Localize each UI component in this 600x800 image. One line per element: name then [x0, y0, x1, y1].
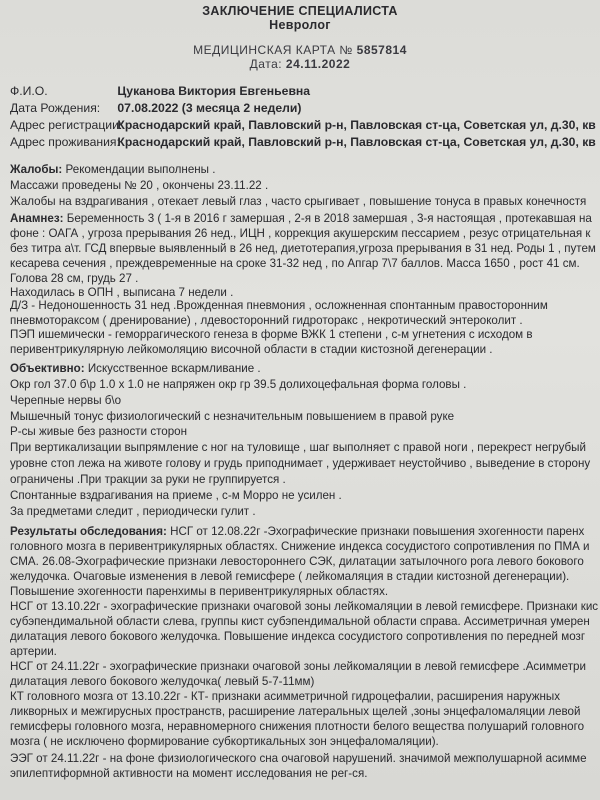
results-line-14: гемисферы головного мозга, неравномерного снижения плотности белого вещества полушарий головного — [10, 720, 585, 733]
results-line-8: дилатация левого бокового желудочка. Повышение индекса сосудистого сопротивления по передней мозг — [10, 630, 586, 643]
results-line-3: СМА. 26.08-Эхографические признаки левостороннего СЭК, дилатации затылочного рога левого бокового — [10, 555, 584, 568]
anamnesis-line-7: Д/З - Недоношенность 31 нед .Врожденная пневмония , осложненная спонтанным правосторонним — [10, 299, 548, 312]
results-line-6: НСГ от 13.10.22г - эхографические признаки очаговой зоны лейкомаляции в левой гемисфере. Признаки кис — [10, 600, 599, 613]
dob-label: Дата Рождения: — [10, 101, 101, 115]
objective-line-5: Р-сы живые без разности сторон — [10, 425, 188, 438]
complaints-line-2: Массажи проведены № 20 , окончены 23.11.22 . — [10, 179, 269, 192]
objective-line-1 — [10, 362, 261, 376]
anamnesis-line-5: Голова 28 см, грудь 27 . — [10, 272, 139, 285]
objective-line-3: Черепные нервы б\о — [10, 394, 122, 407]
anamnesis-label: Анамнез: — [10, 212, 64, 225]
results-line-2: головного мозга в перивентрикулярных областях. Снижение индекса сосудистого сопротивления по ПМА и — [10, 540, 590, 553]
results-line-17: эпилептиформной активности на момент исследования не рег-ся. — [10, 767, 368, 780]
medical-card-line — [0, 43, 600, 57]
date-label: Дата: — [249, 57, 283, 71]
results-line-7: субэпендимальной области слева, группы кист субэпендимальной области справа. Ассиметричная умерен — [10, 615, 590, 628]
results-line-11: дилатация левого бокового желудочка( левый 5-7-11мм) — [10, 675, 315, 688]
residence-label: Адрес проживания: — [10, 135, 120, 149]
date-line — [0, 57, 600, 71]
results-line-12: КТ головного мозга от 13.10.22г - КТ- признаки асимметричной гидроцефалии, расширения наружных — [10, 690, 561, 703]
fio-value: Цуканова Виктория Евгеньевна — [117, 84, 311, 98]
objective-line-10: За предметами следит , периодически гулит . — [10, 505, 256, 518]
registration-value: Краснодарский край, Павловский р-н, Павловская ст-ца, Советская ул, д.30, кв — [117, 118, 596, 132]
medical-card-number: 5857814 — [356, 43, 407, 57]
objective-line-6: При вертикализации выпрямление с ног на туловище , шаг выполняет с правой ноги , перекрест негрубый — [10, 441, 586, 454]
anamnesis-line-3: без титра а\т. ГСД впервые выявленный в 26 нед, диетотерапия,угроза прерывания в 31 нед. Роды 1 , путем — [10, 242, 596, 255]
results-line-1 — [10, 525, 584, 539]
results-line-5: Повышение эхогенности паренхимы в перивентрикулярных областях. — [10, 585, 389, 598]
medical-card-label: МЕДИЦИНСКАЯ КАРТА № — [193, 43, 353, 57]
anamnesis-line-9: ПЭП ишемически - геморрагического генеза в форме ВЖК 1 степени , с-м угнетения с исходом в — [10, 328, 533, 341]
document-title: ЗАКЛЮЧЕНИЕ СПЕЦИАЛИСТА — [202, 4, 398, 18]
complaints-text-1: Рекомендации выполнены . — [62, 163, 216, 176]
specialty-name: Невролог — [269, 18, 331, 32]
results-line-4: желудочка. Очаговые изменения в левой гемисфере ( лейкомаляция в стадии кистозной дегенерации). — [10, 570, 570, 583]
objective-line-4: Мышечный тонус физиологический с незначительным повышением в правой руке — [10, 410, 455, 423]
objective-line-9: Спонтанные вздрагивания на приеме , с-м Морро не усилен . — [10, 489, 342, 502]
complaints-line-1 — [10, 163, 215, 177]
fio-label: Ф.И.О. — [10, 84, 48, 98]
anamnesis-line-2: фоне : ОАГА , угроза прерывания 26 нед., ИЦН , коррекция акушерским пессарием , резус отрицательная к — [10, 227, 591, 240]
complaints-label: Жалобы: — [10, 163, 63, 176]
anamnesis-line-8: пневмотораксом ( дренирование) , лдевосторонний гидроторакс , некротический энтероколит . — [10, 314, 523, 327]
anamnesis-line-6: Находилась в ОПН , выписана 7 недели . — [10, 286, 234, 299]
results-line-15: мозга ( не исключено формирование субкортикальных зон энцефаломаляции). — [10, 735, 439, 748]
objective-line-7: уровне стоп лежа на животе голову и грудь приподнимает , удерживает неустойчиво , выведение в сторону — [10, 457, 591, 470]
objective-line-8: ограничены .При тракции за руки не группируется . — [10, 473, 286, 486]
registration-label: Адрес регистрации: — [10, 118, 123, 132]
objective-label: Объективно: — [10, 362, 85, 375]
fio-row — [10, 84, 310, 98]
anamnesis-line-4: кесарева сечения , преждевременные на сроке 31-32 нед , по Апгар 7\7 баллов. Масса 1650 , рост 41 см. — [10, 257, 580, 270]
anamnesis-text-1: Беременность 3 ( 1-я в 2016 г замершая , 2-я в 2018 замершая , 3-я настоящая , протекавшая на — [63, 212, 592, 225]
results-line-10: НСГ от 24.11.22г - эхографические признаки очаговой зоны лейкомаляции в левой гемисфере .Асимметри — [10, 660, 586, 673]
results-line-13: ликворных и межгирусных пространств, расширение латеральных щелей ,зоны энцефаломаляции левой — [10, 705, 581, 718]
dob-row — [10, 101, 301, 115]
date-value: 24.11.2022 — [285, 57, 351, 71]
results-label: Результаты обследования: — [10, 525, 167, 538]
residence-value: Краснодарский край, Павловский р-н, Павловская ст-ца, Советская ул, д.30, кв — [117, 135, 596, 149]
objective-text-1: Искусственное вскармливание . — [84, 362, 261, 375]
results-line-16: ЭЭГ от 24.11.22г - на фоне физиологического сна очаговой нарушений. значимой межполушарной асимме — [10, 752, 587, 765]
objective-line-2: Окр гол 37.0 б\р 1.0 х 1.0 не напряжен окр гр 39.5 долихоцефальная форма головы . — [10, 378, 467, 391]
results-text-1: НСГ от 12.08.22г -Эхографические признаки повышения эхогенности паренх — [166, 525, 585, 538]
complaints-line-3: Жалобы на вздрагивания , отекает левый глаз , часто срыгивает , повышение тонуса в правых конечностя — [10, 195, 587, 208]
dob-value: 07.08.2022 (3 месяца 2 недели) — [117, 101, 302, 115]
anamnesis-line-10: перивентрикулярную лейкомоляцию височной области в стадии кистозной дегенерации . — [10, 343, 493, 356]
anamnesis-line-1 — [10, 212, 592, 226]
residence-row — [10, 135, 596, 149]
results-line-9: артерии. — [10, 645, 57, 658]
registration-row — [10, 118, 596, 132]
